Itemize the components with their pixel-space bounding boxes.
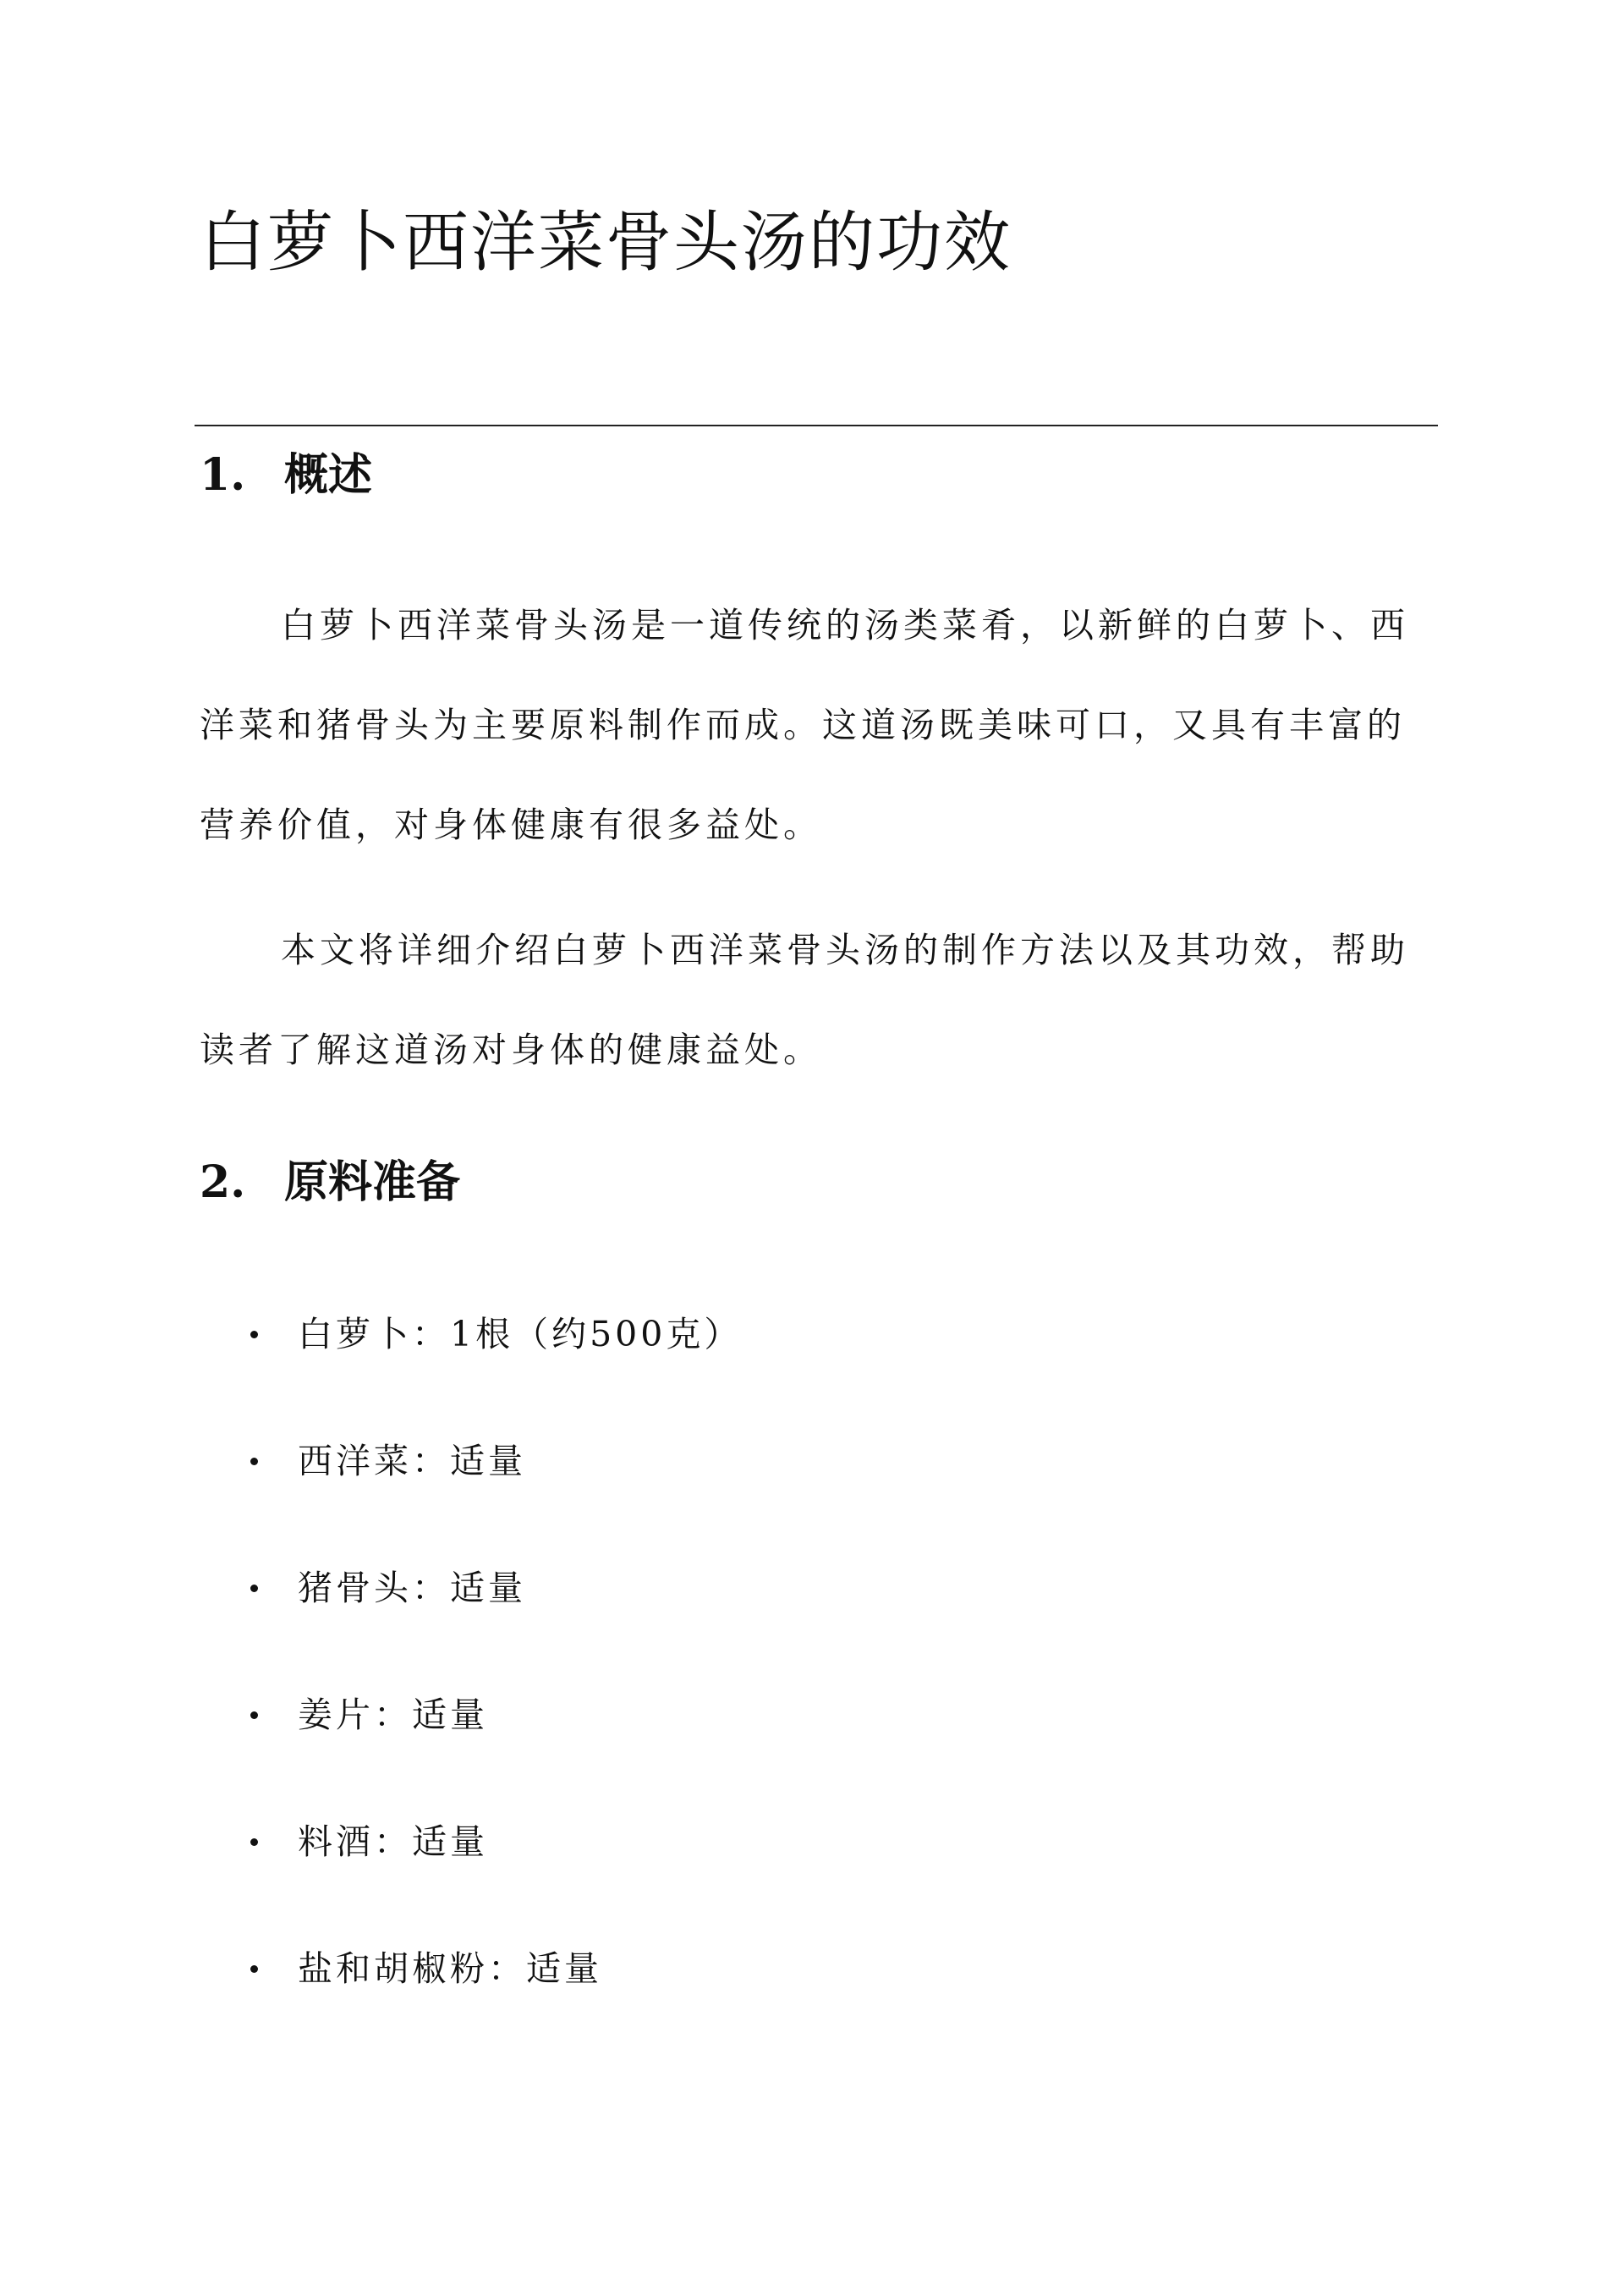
section-heading-overview — [200, 442, 372, 509]
document-title: 白萝卜西洋菜骨头汤的功效 — [200, 205, 1012, 281]
bullet-icon — [250, 1585, 258, 1592]
overview-paragraph-1: 白萝卜西洋菜骨头汤是一道传统的汤类菜肴，以新鲜的白萝卜、西洋菜和猪骨头为主要原料制作而成。这道汤既美味可口，又具有丰富的营养价值，对身体健康有很多益处。 — [200, 605, 1409, 845]
ingredient-text: 西洋菜：适量 — [298, 1441, 526, 1481]
ingredient-text: 盐和胡椒粉：适量 — [298, 1948, 602, 1989]
section-number: 2. — [200, 1156, 246, 1208]
bullet-icon — [250, 1838, 258, 1846]
ingredient-text: 姜片：适量 — [298, 1695, 488, 1735]
section-heading-ingredients — [200, 1149, 460, 1217]
overview-paragraph-2: 本文将详细介绍白萝卜西洋菜骨头汤的制作方法以及其功效，帮助读者了解这道汤对身体的健康益处。 — [200, 930, 1409, 1070]
title-divider — [195, 425, 1438, 426]
section-number: 1. — [200, 449, 246, 501]
bullet-icon — [250, 1711, 258, 1719]
ingredient-text: 料酒：适量 — [298, 1821, 488, 1862]
section-title: 原料准备 — [284, 1156, 461, 1208]
bullet-icon — [250, 1965, 258, 1973]
section-title: 概述 — [284, 449, 373, 501]
bullet-icon — [250, 1331, 258, 1338]
ingredient-text: 白萝卜：1根（约500克） — [298, 1314, 743, 1354]
ingredient-text: 猪骨头：适量 — [298, 1568, 526, 1608]
bullet-icon — [250, 1458, 258, 1465]
